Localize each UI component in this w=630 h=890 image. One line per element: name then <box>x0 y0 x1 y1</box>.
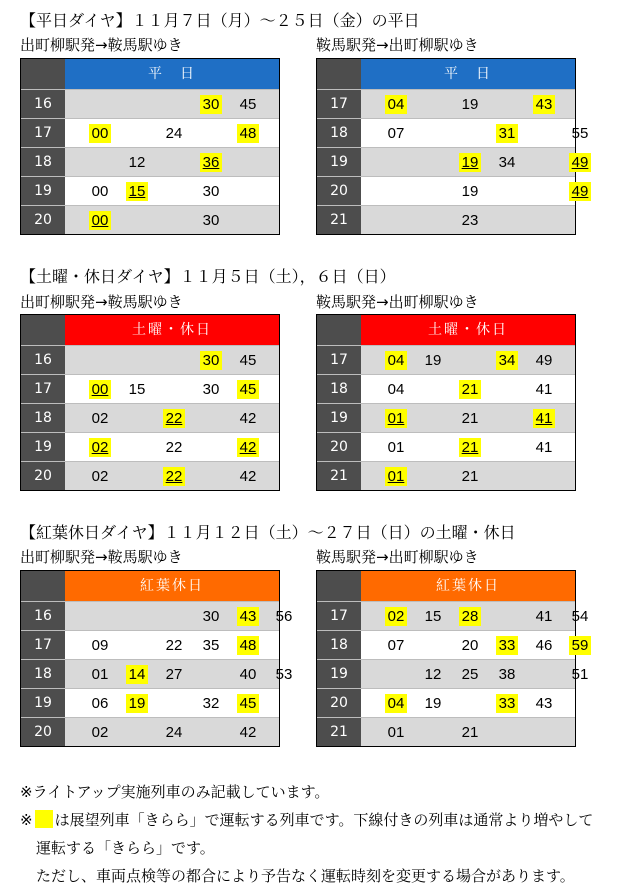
hour-label: 16 <box>21 602 65 630</box>
departure-minute: 02 <box>91 468 109 485</box>
departure-minute: 12 <box>424 666 442 683</box>
timetable-autumn-inbound <box>316 570 589 747</box>
departure-minute: 01 <box>387 724 405 741</box>
caption-weekday-outbound: 出町柳駅発→鞍馬駅ゆき <box>20 36 183 54</box>
timetable-holiday-inbound <box>316 314 576 491</box>
departure-minute: 01 <box>385 409 407 428</box>
minutes-area <box>361 631 589 659</box>
timetable-row <box>317 659 589 688</box>
departure-minute: 22 <box>163 409 185 428</box>
timetable-header <box>317 571 575 601</box>
minutes-area <box>65 433 279 461</box>
departure-minute: 02 <box>91 724 109 741</box>
departure-minute: 30 <box>202 381 220 398</box>
timetable-row <box>21 374 279 403</box>
minutes-area <box>361 375 575 403</box>
departure-minute: 07 <box>387 125 405 142</box>
timetable-row <box>317 118 589 147</box>
departure-minute: 00 <box>91 183 109 200</box>
hour-label: 17 <box>21 119 65 147</box>
timetable-row <box>317 461 575 490</box>
header-corner <box>21 315 65 345</box>
hour-label: 18 <box>317 375 361 403</box>
minutes-area <box>65 660 293 688</box>
hour-label: 19 <box>317 660 361 688</box>
departure-minute: 00 <box>89 211 111 230</box>
header-corner <box>21 571 65 601</box>
hour-label: 20 <box>21 462 65 490</box>
departure-minute: 21 <box>459 380 481 399</box>
departure-minute: 30 <box>200 351 222 370</box>
departure-minute: 25 <box>461 666 479 683</box>
minutes-area <box>361 119 589 147</box>
departure-minute: 30 <box>200 95 222 114</box>
departure-minute: 15 <box>126 182 148 201</box>
departure-minute: 31 <box>496 124 518 143</box>
departure-minute: 45 <box>237 694 259 713</box>
timetable-row <box>21 176 279 205</box>
departure-minute: 02 <box>385 607 407 626</box>
departure-minute: 45 <box>239 352 257 369</box>
departure-minute: 07 <box>387 637 405 654</box>
departure-minute: 40 <box>239 666 257 683</box>
caption-autumn-outbound: 出町柳駅発→鞍馬駅ゆき <box>20 548 183 566</box>
timetable-row <box>317 717 575 746</box>
departure-minute: 34 <box>498 154 516 171</box>
departure-minute: 41 <box>533 409 555 428</box>
timetable-header <box>21 59 279 89</box>
hour-label: 18 <box>21 660 65 688</box>
departure-minute: 41 <box>535 381 553 398</box>
timetable-row <box>21 432 279 461</box>
timetable-row <box>317 630 589 659</box>
header-corner <box>317 315 361 345</box>
hour-label: 19 <box>317 148 361 176</box>
hour-label: 18 <box>21 404 65 432</box>
departure-minute: 32 <box>202 695 220 712</box>
departure-minute: 19 <box>459 153 481 172</box>
departure-minute: 51 <box>571 666 589 683</box>
hour-label: 17 <box>317 90 361 118</box>
departure-minute: 41 <box>535 608 553 625</box>
section-title-autumn-holiday: 【紅葉休日ダイヤ】１１月１２日（土）～２７日（日）の土曜・休日 <box>20 523 516 542</box>
timetable-row <box>21 205 279 234</box>
departure-minute: 42 <box>237 438 259 457</box>
departure-minute: 21 <box>461 410 479 427</box>
minutes-area <box>65 206 279 234</box>
departure-minute: 49 <box>569 182 591 201</box>
timetable-holiday-outbound <box>20 314 280 491</box>
departure-minute: 49 <box>569 153 591 172</box>
timetable-weekday-outbound <box>20 58 280 235</box>
section-title-saturday-holiday: 【土曜・休日ダイヤ】１１月５日（土），６日（日） <box>20 267 396 286</box>
departure-minute: 45 <box>237 380 259 399</box>
schedule-type-label: 平 日 <box>361 59 575 89</box>
departure-minute: 20 <box>461 637 479 654</box>
departure-minute: 14 <box>126 665 148 684</box>
minutes-area <box>65 375 279 403</box>
hour-label: 19 <box>21 689 65 717</box>
departure-minute: 01 <box>387 439 405 456</box>
note-lightup: ※ライトアップ実施列車のみ記載しています。 <box>20 783 330 801</box>
minutes-area <box>361 433 575 461</box>
hour-label: 20 <box>317 177 361 205</box>
minutes-area <box>361 148 589 176</box>
timetable-row <box>317 688 575 717</box>
departure-minute: 38 <box>498 666 516 683</box>
departure-minute: 21 <box>461 468 479 485</box>
departure-minute: 59 <box>569 636 591 655</box>
hour-label: 20 <box>317 433 361 461</box>
departure-minute: 45 <box>239 96 257 113</box>
minutes-area <box>65 718 279 746</box>
minutes-area <box>361 602 589 630</box>
departure-minute: 24 <box>165 125 183 142</box>
hour-label: 21 <box>317 718 361 746</box>
hour-label: 17 <box>317 602 361 630</box>
section-title-weekday: 【平日ダイヤ】１１月７日（月）～２５日（金）の平日 <box>20 11 420 30</box>
minutes-area <box>65 148 279 176</box>
departure-minute: 21 <box>459 438 481 457</box>
caption-autumn-inbound: 鞍馬駅発→出町柳駅ゆき <box>316 548 479 566</box>
hour-label: 18 <box>317 631 361 659</box>
schedule-type-label: 土曜・休日 <box>65 315 279 345</box>
timetable-row <box>21 630 279 659</box>
departure-minute: 28 <box>459 607 481 626</box>
timetable-row <box>317 176 589 205</box>
hour-label: 20 <box>317 689 361 717</box>
timetable-row <box>317 374 575 403</box>
minutes-area <box>65 602 293 630</box>
departure-minute: 22 <box>165 637 183 654</box>
timetable-row <box>21 403 279 432</box>
timetable-row <box>317 403 575 432</box>
caption-weekday-inbound: 鞍馬駅発→出町柳駅ゆき <box>316 36 479 54</box>
timetable-row <box>317 89 575 118</box>
departure-minute: 01 <box>91 666 109 683</box>
departure-minute: 33 <box>496 694 518 713</box>
departure-minute: 01 <box>385 467 407 486</box>
timetable-row <box>21 688 279 717</box>
departure-minute: 22 <box>163 467 185 486</box>
timetable-autumn-outbound <box>20 570 293 747</box>
departure-minute: 27 <box>165 666 183 683</box>
departure-minute: 35 <box>202 637 220 654</box>
hour-label: 16 <box>21 90 65 118</box>
departure-minute: 06 <box>91 695 109 712</box>
departure-minute: 30 <box>202 212 220 229</box>
timetable-row <box>21 601 293 630</box>
departure-minute: 04 <box>385 694 407 713</box>
departure-minute: 19 <box>424 352 442 369</box>
departure-minute: 30 <box>202 183 220 200</box>
note-kirara-prefix: ※ <box>20 811 33 829</box>
departure-minute: 41 <box>535 439 553 456</box>
departure-minute: 04 <box>385 351 407 370</box>
departure-minute: 00 <box>89 380 111 399</box>
timetable-row <box>21 147 279 176</box>
hour-label: 16 <box>21 346 65 374</box>
timetable-row <box>21 118 279 147</box>
departure-minute: 42 <box>239 410 257 427</box>
minutes-area <box>361 404 575 432</box>
timetable-row <box>21 345 279 374</box>
departure-minute: 48 <box>237 124 259 143</box>
departure-minute: 21 <box>461 724 479 741</box>
minutes-area <box>65 404 279 432</box>
footnotes <box>20 778 593 890</box>
hour-label: 18 <box>317 119 361 147</box>
minutes-area <box>65 177 279 205</box>
schedule-type-label: 紅葉休日 <box>65 571 279 601</box>
timetable-row <box>21 659 293 688</box>
hour-label: 17 <box>317 346 361 374</box>
schedule-type-label: 土曜・休日 <box>361 315 575 345</box>
caption-holiday-inbound: 鞍馬駅発→出町柳駅ゆき <box>316 293 479 311</box>
departure-minute: 24 <box>165 724 183 741</box>
hour-label: 21 <box>317 462 361 490</box>
header-corner <box>21 59 65 89</box>
departure-minute: 53 <box>275 666 293 683</box>
departure-minute: 15 <box>424 608 442 625</box>
departure-minute: 15 <box>128 381 146 398</box>
departure-minute: 43 <box>533 95 555 114</box>
note-disclaimer: ただし、車両点検等の都合により予告なく運転時刻を変更する場合があります。 <box>36 867 575 885</box>
timetable-row <box>317 147 589 176</box>
departure-minute: 00 <box>89 124 111 143</box>
departure-minute: 34 <box>496 351 518 370</box>
departure-minute: 02 <box>91 410 109 427</box>
departure-minute: 19 <box>461 96 479 113</box>
minutes-area <box>65 631 279 659</box>
minutes-area <box>361 689 575 717</box>
timetable-header <box>21 315 279 345</box>
header-corner <box>317 571 361 601</box>
hour-label: 20 <box>21 718 65 746</box>
timetable-row <box>21 89 279 118</box>
hour-label: 18 <box>21 148 65 176</box>
minutes-area <box>361 177 589 205</box>
highlight-legend-swatch <box>35 810 53 828</box>
timetable-row <box>21 717 279 746</box>
hour-label: 19 <box>317 404 361 432</box>
departure-minute: 54 <box>571 608 589 625</box>
timetable-weekday-inbound <box>316 58 589 235</box>
minutes-area <box>361 660 589 688</box>
departure-minute: 42 <box>239 468 257 485</box>
timetable-header <box>317 315 575 345</box>
departure-minute: 02 <box>89 438 111 457</box>
note-kirara-cont: 運転する「きらら」です。 <box>36 839 215 857</box>
header-corner <box>317 59 361 89</box>
departure-minute: 43 <box>535 695 553 712</box>
hour-label: 19 <box>21 433 65 461</box>
timetable-row <box>317 432 575 461</box>
departure-minute: 33 <box>496 636 518 655</box>
minutes-area <box>65 90 279 118</box>
departure-minute: 56 <box>275 608 293 625</box>
hour-label: 17 <box>21 375 65 403</box>
departure-minute: 19 <box>424 695 442 712</box>
departure-minute: 43 <box>237 607 259 626</box>
departure-minute: 55 <box>571 125 589 142</box>
departure-minute: 22 <box>165 439 183 456</box>
minutes-area <box>361 346 575 374</box>
minutes-area <box>361 206 575 234</box>
hour-label: 19 <box>21 177 65 205</box>
caption-holiday-outbound: 出町柳駅発→鞍馬駅ゆき <box>20 293 183 311</box>
departure-minute: 09 <box>91 637 109 654</box>
hour-label: 17 <box>21 631 65 659</box>
timetable-row <box>21 461 279 490</box>
departure-minute: 36 <box>200 153 222 172</box>
timetable-header <box>317 59 575 89</box>
minutes-area <box>361 462 575 490</box>
timetable-row <box>317 205 575 234</box>
minutes-area <box>65 119 279 147</box>
departure-minute: 49 <box>535 352 553 369</box>
departure-minute: 46 <box>535 637 553 654</box>
note-kirara <box>20 806 593 834</box>
departure-minute: 12 <box>128 154 146 171</box>
departure-minute: 04 <box>385 95 407 114</box>
minutes-area <box>65 689 279 717</box>
departure-minute: 23 <box>461 212 479 229</box>
timetable-row <box>317 601 589 630</box>
schedule-type-label: 平 日 <box>65 59 279 89</box>
schedule-type-label: 紅葉休日 <box>361 571 575 601</box>
hour-label: 20 <box>21 206 65 234</box>
departure-minute: 48 <box>237 636 259 655</box>
note-kirara-text: は展望列車「きらら」で運転する列車です。下線付きの列車は通常より増やして <box>54 811 594 829</box>
minutes-area <box>361 718 575 746</box>
minutes-area <box>65 462 279 490</box>
minutes-area <box>65 346 279 374</box>
departure-minute: 04 <box>387 381 405 398</box>
departure-minute: 19 <box>461 183 479 200</box>
hour-label: 21 <box>317 206 361 234</box>
timetable-row <box>317 345 575 374</box>
departure-minute: 19 <box>126 694 148 713</box>
minutes-area <box>361 90 575 118</box>
departure-minute: 30 <box>202 608 220 625</box>
departure-minute: 42 <box>239 724 257 741</box>
timetable-header <box>21 571 279 601</box>
